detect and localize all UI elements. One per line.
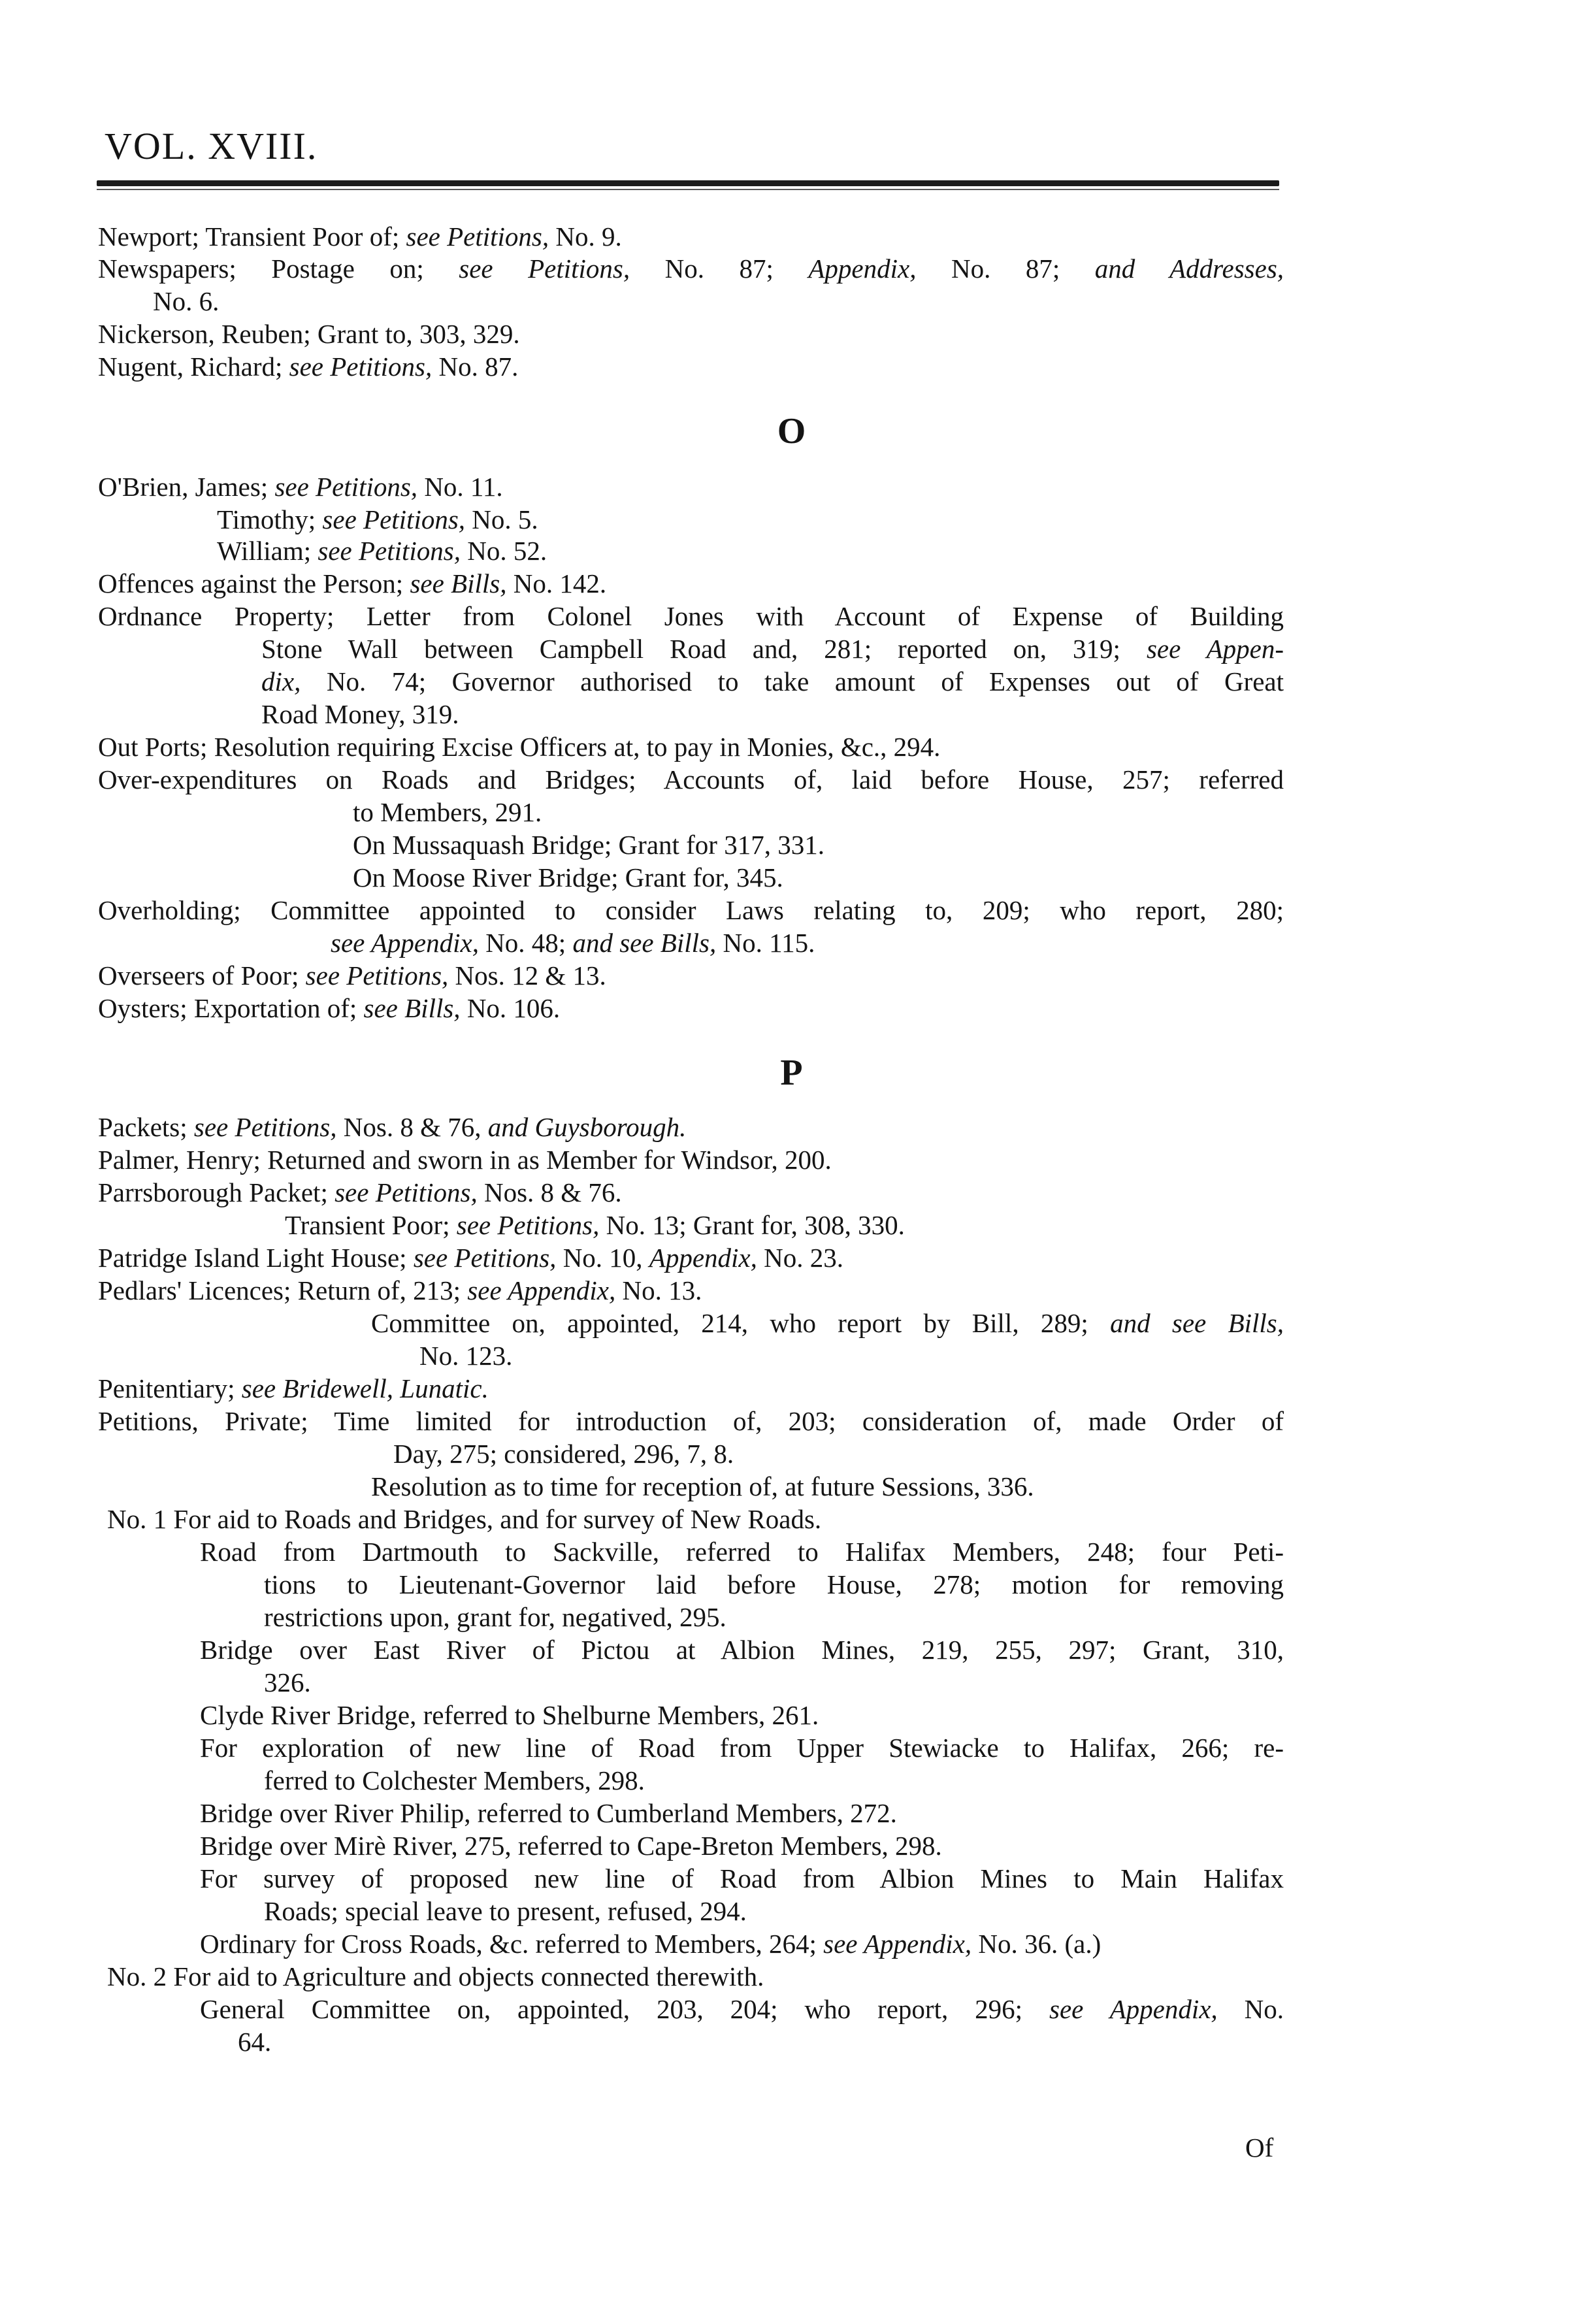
italic-reference: see Petitions,	[335, 1177, 478, 1207]
italic-reference: see Petitions,	[318, 536, 461, 566]
italic-reference: dix,	[261, 666, 301, 696]
header-rule-thin	[97, 189, 1279, 190]
index-line: ferred to Colchester Members, 298.	[264, 1765, 645, 1795]
italic-reference: and Addresses,	[1094, 254, 1284, 284]
index-line: Pedlars' Licences; Return of, 213; see Appendix, No. 13.	[98, 1275, 702, 1305]
index-line: Palmer, Henry; Returned and sworn in as Member for Windsor, 200.	[98, 1145, 832, 1175]
index-line: General Committee on, appointed, 203, 204; who report, 296; see Appendix, No.	[200, 1994, 1284, 2024]
italic-reference: see Petitions,	[413, 1243, 557, 1273]
index-line: Petitions, Private; Time limited for introduction of, 203; consideration of, made Order of	[98, 1406, 1284, 1436]
index-line: Ordinary for Cross Roads, &c. referred to Members, 264; see Appendix, No. 36. (a.)	[200, 1929, 1102, 1959]
italic-reference: see Petitions,	[459, 254, 630, 284]
index-line: Patridge Island Light House; see Petitions, No. 10, Appendix, No. 23.	[98, 1243, 843, 1273]
index-line: Bridge over Mirè River, 275, referred to Cape-Breton Members, 298.	[200, 1831, 942, 1861]
index-line: No. 1 For aid to Roads and Bridges, and for survey of New Roads.	[107, 1504, 822, 1534]
index-line: Over-expenditures on Roads and Bridges; Accounts of, laid before House, 257; referred	[98, 764, 1284, 794]
italic-reference: see Petitions,	[289, 352, 432, 382]
index-line: Oysters; Exportation of; see Bills, No. 106.	[98, 993, 561, 1023]
index-line: On Mussaquash Bridge; Grant for 317, 331.	[353, 830, 824, 860]
index-line: Ordnance Property; Letter from Colonel Jones with Account of Expense of Building	[98, 601, 1284, 631]
index-line: Bridge over River Philip, referred to Cumberland Members, 272.	[200, 1798, 897, 1828]
index-line: see Appendix, No. 48; and see Bills, No. 115.	[331, 928, 815, 958]
index-line: No. 123.	[419, 1341, 513, 1371]
italic-reference: see Petitions,	[305, 960, 449, 990]
section-letter: O	[777, 411, 806, 451]
index-line: Day, 275; considered, 296, 7, 8.	[393, 1439, 734, 1469]
index-line: William; see Petitions, No. 52.	[217, 536, 547, 566]
header-rule	[97, 180, 1279, 186]
italic-reference: see Petitions,	[322, 504, 466, 534]
index-line: O'Brien, James; see Petitions, No. 11.	[98, 472, 503, 502]
index-line: Resolution as to time for reception of, at future Sessions, 336.	[371, 1471, 1034, 1501]
italic-reference: see Appendix,	[823, 1929, 972, 1959]
italic-reference: see Bills,	[410, 568, 507, 598]
italic-reference: see Appen-	[1146, 634, 1284, 664]
index-line: Parrsborough Packet; see Petitions, Nos. 8 & 76.	[98, 1177, 622, 1207]
index-line: tions to Lieutenant-Governor laid before House, 278; motion for removing	[264, 1569, 1284, 1599]
italic-reference: Appendix,	[649, 1243, 757, 1273]
index-line: 326.	[264, 1667, 311, 1697]
italic-reference: see Appendix,	[331, 928, 479, 958]
index-line: to Members, 291.	[353, 797, 542, 827]
index-line: Offences against the Person; see Bills, No. 142.	[98, 568, 607, 598]
italic-reference: and see Bills,	[1110, 1308, 1284, 1338]
italic-reference: see Bills,	[363, 993, 461, 1023]
index-line: Overholding; Committee appointed to consider Laws relating to, 209; who report, 280;	[98, 895, 1284, 925]
index-line: Roads; special leave to present, refused, 294.	[264, 1896, 747, 1926]
section-letter: P	[780, 1053, 803, 1093]
index-line: Packets; see Petitions, Nos. 8 & 76, and Guysborough.	[98, 1112, 687, 1142]
index-line: Overseers of Poor; see Petitions, Nos. 12 & 13.	[98, 960, 606, 990]
italic-reference: see Appendix,	[467, 1275, 616, 1305]
catchword: Of	[1245, 2133, 1274, 2163]
index-line: Bridge over East River of Pictou at Albion Mines, 219, 255, 297; Grant, 310,	[200, 1635, 1284, 1665]
index-line: On Moose River Bridge; Grant for, 345.	[353, 862, 783, 892]
index-line: No. 6.	[153, 286, 220, 316]
italic-reference: and see Bills,	[572, 928, 717, 958]
index-line: Nugent, Richard; see Petitions, No. 87.	[98, 352, 519, 382]
italic-reference: Appendix,	[808, 254, 917, 284]
index-line: Penitentiary; see Bridewell, Lunatic.	[98, 1373, 489, 1403]
index-line: For exploration of new line of Road from Upper Stewiacke to Halifax, 266; re-	[200, 1733, 1284, 1763]
index-line: Out Ports; Resolution requiring Excise Officers at, to pay in Monies, &c., 294.	[98, 732, 941, 762]
index-line: Road Money, 319.	[261, 699, 459, 729]
index-line: Road from Dartmouth to Sackville, referred to Halifax Members, 248; four Peti-	[200, 1537, 1284, 1567]
index-line: For survey of proposed new line of Road from Albion Mines to Main Halifax	[200, 1863, 1284, 1893]
italic-reference: see Petitions,	[406, 221, 549, 252]
index-line: Transient Poor; see Petitions, No. 13; Grant for, 308, 330.	[285, 1210, 905, 1240]
index-line: Committee on, appointed, 214, who report by Bill, 289; and see Bills,	[371, 1308, 1284, 1338]
italic-reference: see Petitions,	[193, 1112, 337, 1142]
index-line: Clyde River Bridge, referred to Shelburne Members, 261.	[200, 1700, 819, 1730]
index-line: No. 2 For aid to Agriculture and objects connected therewith.	[107, 1961, 764, 1991]
italic-reference: see Petitions,	[456, 1210, 600, 1240]
index-line: dix, No. 74; Governor authorised to take amount of Expenses out of Great	[261, 666, 1284, 696]
index-line: restrictions upon, grant for, negatived, 295.	[264, 1602, 726, 1632]
index-line: 64.	[238, 2027, 272, 2057]
index-line: Newport; Transient Poor of; see Petitions, No. 9.	[98, 221, 622, 252]
italic-reference: see Petitions,	[274, 472, 418, 502]
index-line: Timothy; see Petitions, No. 5.	[217, 504, 538, 534]
volume-header: VOL. XVIII.	[105, 125, 318, 167]
index-line: Newspapers; Postage on; see Petitions, No. 87; Appendix, No. 87; and Addresses,	[98, 254, 1284, 284]
index-line: Stone Wall between Campbell Road and, 281; reported on, 319; see Appen-	[261, 634, 1284, 664]
italic-reference: see Appendix,	[1049, 1994, 1218, 2024]
italic-reference: and Guysborough.	[487, 1112, 687, 1142]
index-line: Nickerson, Reuben; Grant to, 303, 329.	[98, 319, 520, 349]
italic-reference: see Bridewell, Lunatic.	[241, 1373, 489, 1403]
